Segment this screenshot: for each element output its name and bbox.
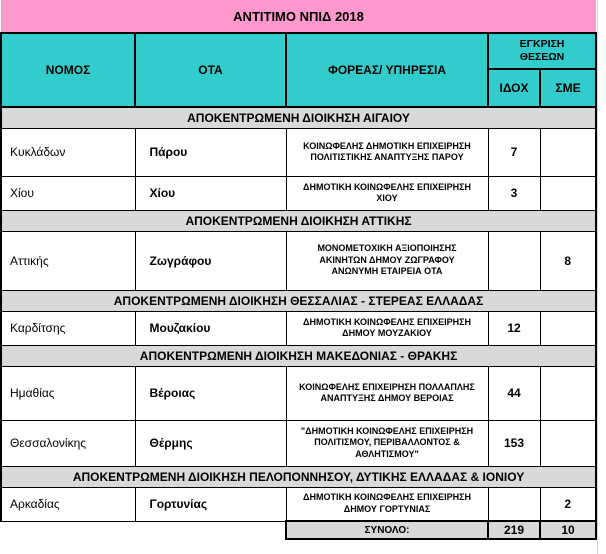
cell-sme (540, 128, 596, 176)
total-label: ΣΥΝΟΛΟ: (286, 521, 488, 539)
cell-sme (540, 366, 596, 420)
cell-idox: 3 (488, 176, 540, 210)
cell-ota: Βέροιας (135, 366, 286, 420)
cell-foreas: ΔΗΜΟΤΙΚΗ ΚΟΙΝΩΦΕΛΗΣ ΕΠΙΧΕΙΡΗΣΗ ΔΗΜΟΥ ΓΟΡΤΥΝΙΑΣ (286, 487, 488, 521)
cell-nomos: Καρδίτσης (1, 311, 135, 345)
cell-foreas: ΔΗΜΟΤΙΚΗ ΚΟΙΝΩΦΕΛΗΣ ΕΠΙΧΕΙΡΗΣΗ ΔΗΜΟΥ ΜΟΥΖΑΚΙΟΥ (286, 311, 488, 345)
col-header-idox: ΙΔΟΧ (488, 69, 540, 107)
cell-ota: Χίου (135, 176, 286, 210)
cell-idox: 7 (488, 128, 540, 176)
cell-idox (488, 487, 540, 521)
table-row (1, 176, 596, 210)
cell-idox: 44 (488, 366, 540, 420)
section-header-row (1, 107, 596, 128)
cell-ota: Πάρου (135, 128, 286, 176)
page-title: ΑΝΤΙΤΙΜΟ ΝΠΙΔ 2018 (1, 0, 596, 33)
col-header-nomos: ΝΟΜΟΣ (1, 33, 135, 107)
total-sme: 10 (540, 521, 596, 539)
cell-ota: Ζωγράφου (135, 231, 286, 290)
cell-ota: Γορτυνίας (135, 487, 286, 521)
cell-ota: Θέρμης (135, 420, 286, 466)
cell-sme: 2 (540, 487, 596, 521)
cell-nomos: Θεσσαλονίκης (1, 420, 135, 466)
total-row-blank (1, 521, 286, 539)
cell-sme (540, 420, 596, 466)
table-row (1, 311, 596, 345)
cell-foreas: ΔΗΜΟΤΙΚΗ ΚΟΙΝΩΦΕΛΗΣ ΕΠΙΧΕΙΡΗΣΗ ΧΙΟΥ (286, 176, 488, 210)
cell-foreas: "ΔΗΜΟΤΙΚΗ ΚΟΙΝΩΦΕΛΗΣ ΕΠΙΧΕΙΡΗΣΗ ΠΟΛΙΤΙΣΜΟΥ, ΠΕΡΙΒΑΛΛΟΝΤΟΣ & ΑΘΛΗΤΙΣΜΟΥ" (286, 420, 488, 466)
col-header-foreas: ΦΟΡΕΑΣ/ ΥΠΗΡΕΣΙΑ (286, 33, 488, 107)
cell-foreas: ΚΟΙΝΩΦΕΛΗΣ ΔΗΜΟΤΙΚΗ ΕΠΙΧΕΙΡΗΣΗ ΠΟΛΙΤΙΣΤΙΚΗΣ ΑΝΑΠΤΥΞΗΣ ΠΑΡΟΥ (286, 128, 488, 176)
cell-nomos: Αρκαδίας (1, 487, 135, 521)
total-row (1, 521, 596, 539)
section-header-row (1, 466, 596, 487)
section-header-row (1, 345, 596, 366)
cell-sme (540, 311, 596, 345)
cell-idox: 153 (488, 420, 540, 466)
section-header-label: ΑΠΟΚΕΝΤΡΩΜΕΝΗ ΔΙΟΙΚΗΣΗ ΜΑΚΕΔΟΝΙΑΣ - ΘΡΑΚΗΣ (1, 345, 596, 366)
cell-nomos: Ημαθίας (1, 366, 135, 420)
table-row (1, 487, 596, 521)
cell-foreas: ΚΟΙΝΩΦΕΛΗΣ ΕΠΙΧΕΙΡΗΣΗ ΠΟΛΛΑΠΛΗΣ ΑΝΑΠΤΥΞΗΣ ΔΗΜΟΥ ΒΕΡΟΙΑΣ (286, 366, 488, 420)
header-row-top (1, 33, 596, 69)
cell-ota: Μουζακίου (135, 311, 286, 345)
table-row (1, 128, 596, 176)
section-header-label: ΑΠΟΚΕΝΤΡΩΜΕΝΗ ΔΙΟΙΚΗΣΗ ΑΙΓΑΙΟΥ (1, 107, 596, 128)
table-row (1, 231, 596, 290)
section-header-row (1, 210, 596, 231)
cell-nomos: Χίου (1, 176, 135, 210)
cell-sme: 8 (540, 231, 596, 290)
cell-foreas: ΜΟΝΟΜΕΤΟΧΙΚΗ ΑΞΙΟΠΟΙΗΣΗΣ ΑΚΙΝΗΤΩΝ ΔΗΜΟΥ ΖΩΓΡΑΦΟΥ ΑΝΩΝΥΜΗ ΕΤΑΙΡΕΙΑ ΟΤΑ (286, 231, 488, 290)
cell-nomos: Κυκλάδων (1, 128, 135, 176)
section-header-label: ΑΠΟΚΕΝΤΡΩΜΕΝΗ ΔΙΟΙΚΗΣΗ ΑΤΤΙΚΗΣ (1, 210, 596, 231)
table-row (1, 420, 596, 466)
cell-idox: 12 (488, 311, 540, 345)
col-header-sme: ΣΜΕ (540, 69, 596, 107)
cell-idox (488, 231, 540, 290)
col-header-ota: ΟΤΑ (135, 33, 286, 107)
cell-sme (540, 176, 596, 210)
section-header-row (1, 290, 596, 311)
cell-nomos: Αττικής (1, 231, 135, 290)
title-row (1, 0, 596, 33)
total-idox: 219 (488, 521, 540, 539)
table-row (1, 366, 596, 420)
section-header-label: ΑΠΟΚΕΝΤΡΩΜΕΝΗ ΔΙΟΙΚΗΣΗ ΠΕΛΟΠΟΝΝΗΣΟΥ, ΔΥΤΙΚΗΣ ΕΛΛΑΔΑΣ & ΙΟΝΙΟΥ (1, 466, 596, 487)
section-header-label: ΑΠΟΚΕΝΤΡΩΜΕΝΗ ΔΙΟΙΚΗΣΗ ΘΕΣΣΑΛΙΑΣ - ΣΤΕΡΕΑΣ ΕΛΛΑΔΑΣ (1, 290, 596, 311)
col-header-egkrisi-theseon: ΕΓΚΡΙΣΗ ΘΕΣΕΩΝ (488, 33, 596, 69)
page-gridline (597, 0, 598, 554)
